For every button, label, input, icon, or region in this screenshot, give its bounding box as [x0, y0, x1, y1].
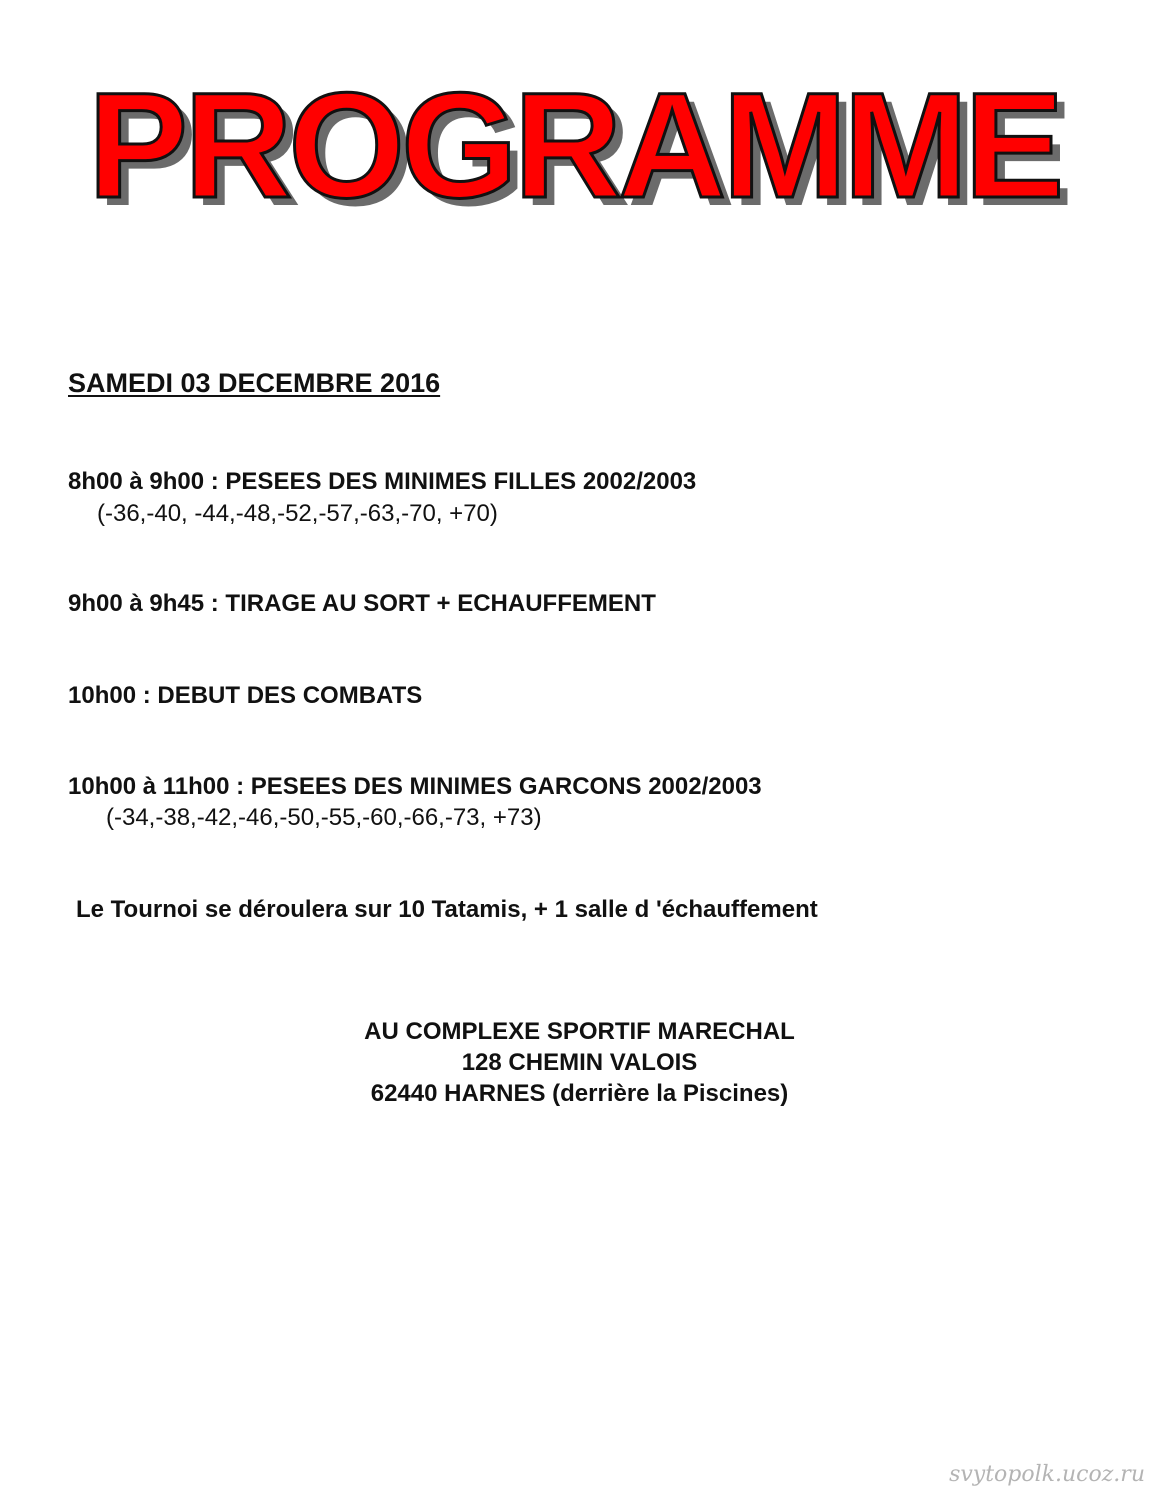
tournament-note: Le Tournoi se déroulera sur 10 Tatamis, + 1 salle d 'échauffement [76, 896, 818, 923]
schedule-item-fights-start: 10h00 : DEBUT DES COMBATS [68, 682, 423, 709]
event-date: SAMEDI 03 DECEMBRE 2016 [68, 368, 441, 398]
schedule-item-draw-warmup: 9h00 à 9h45 : TIRAGE AU SORT + ECHAUFFEMENT [68, 590, 656, 617]
schedule-item-weigh-in-girls: 8h00 à 9h00 : PESEES DES MINIMES FILLES 2002/2003 [68, 468, 697, 495]
address-line-street: 128 CHEMIN VALOIS [461, 1049, 698, 1076]
address-line-city: 62440 HARNES (derrière la Piscines) [370, 1080, 789, 1107]
weight-categories-girls: (-36,-40, -44,-48,-52,-57,-63,-70, +70) [97, 500, 498, 527]
page-title: PROGRAMME [88, 61, 1061, 229]
address-line-venue: AU COMPLEXE SPORTIF MARECHAL [364, 1018, 795, 1045]
weight-categories-boys: (-34,-38,-42,-46,-50,-55,-60,-66,-73, +73) [106, 804, 542, 831]
venue-address [0, 1016, 1159, 1109]
watermark: svytopolk.ucoz.ru [949, 1462, 1145, 1487]
schedule-item-weigh-in-boys: 10h00 à 11h00 : PESEES DES MINIMES GARCONS 2002/2003 [68, 773, 762, 800]
